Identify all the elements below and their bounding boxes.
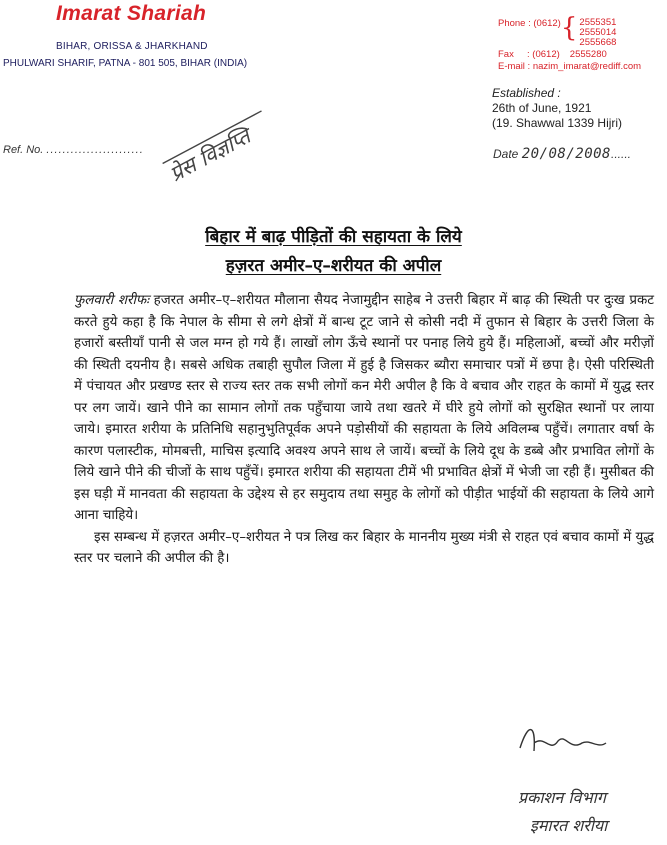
phone-number: 2555014 xyxy=(579,27,617,38)
signature-dept: प्रकाशन विभाग xyxy=(518,788,606,807)
headline-line-2: हज़रत अमीर–ए–शरीयत की अपील xyxy=(225,256,442,276)
phone-number: 2555668 xyxy=(579,37,617,48)
handwritten-signature xyxy=(520,730,606,751)
established-label: Established : xyxy=(492,86,561,100)
press-release-stamp xyxy=(155,95,285,190)
date-value: 20/08/2008 xyxy=(521,146,611,162)
stamp-text: प्रेस विज्ञप्ति xyxy=(165,124,255,187)
established-date: 26th of June, 1921 xyxy=(492,101,592,115)
signature-org: इमारत शरीया xyxy=(530,816,608,835)
org-name: Imarat Shariah xyxy=(56,2,207,25)
paragraph-2: इस सम्बन्ध में हज़रत अमीर–ए–शरीयत ने पत्र लिख कर बिहार के माननीय मुख्य मंत्री से राहत एवं बचाव कामों में युद्ध स्तर पर चलाने की अपील की है। xyxy=(74,529,654,566)
dateline: फुलवारी शरीफः xyxy=(74,293,149,308)
phone-list xyxy=(579,18,616,48)
ref-number xyxy=(3,144,144,156)
date-line xyxy=(493,146,631,162)
brace-glyph: { xyxy=(560,13,578,43)
fax-row xyxy=(498,49,641,60)
paragraph-1-text: हजरत अमीर–ए–शरीयत मौलाना सैयद नेजामुद्दीन साहेब ने उत्तरी बिहार में बाढ़ की स्थिती पर दुःख प्रकट करते हुये कहा है कि नेपाल के सीमा से लगे क्षेत्रों में बान्ध टूट जाने से कोसी नदी में तुफान से बिहार के उत्तरी जिला के हजारों बस्तीयाँ पानी से जल मग्न हो गये हैं। लाखों लोग ऊँचे स्थानों पर पनाह लिये हुये हैं। महिलाओं, बच्चों और मरीज़ों की स्थिती दयनीय है। सबसे अधिक तबाही सुपौल जिला में हुई है जिसकर ब्यौरा समाचार पत्रों में छपा है। ऐसी परिस्थिती में पंचायत और प्रखण्ड स्तर से राज्य स्तर तक सभी लोगों कन मेरी अपील है कि वे बचाव और राहत के कामों में युद्ध स्तर पर लग जायें। खाने पीने का सामान लोगों तक पहुँचाया जाये तथा खतरे में घीरे हुये लोगों को सुरक्षित स्थानों पर लाया जाये। इमारत शरीया के प्रतिनिधि सहानुभुतिपूर्वक अपने पड़ोसीयों की सहायता के लिये अविलम्ब पहुँचें। लगातार वर्षा के कारण पलास्टीक, मोमबत्ती, माचिस इत्यादि अवश्य अपने साथ ले जायें। बच्चों के लिये दूध के डब्बे और प्रभावित लोगों के लिये खाने पीने की चीजों के साथ पहुँचें। इमारत शरीया की सहायता टीमें भी प्रभावित क्षेत्रों में भेजी जा रही हैं। मुसीबत की इस घड़ी में मानवता की सहायता के उद्देश्य से हर समुदाय तथा समुह के लोगों को पीड़ीत भाईयों की सहायता के लिये आगे आना चाहिये। xyxy=(74,293,654,523)
paragraph-1 xyxy=(74,290,654,527)
fax-number: 2555280 xyxy=(569,49,607,60)
phone-number: 2555351 xyxy=(579,17,617,28)
org-address: PHULWARI SHARIF, PATNA - 801 505, BIHAR (INDIA) xyxy=(3,58,248,69)
phone-row xyxy=(498,13,641,48)
phone-label: Phone : (0612) xyxy=(498,18,561,29)
headline-line-1: बिहार में बाढ़ पीड़ितों की सहायता के लिये xyxy=(205,227,462,247)
letter-body xyxy=(74,290,654,570)
contact-block xyxy=(498,13,642,72)
date-dots: ...... xyxy=(611,147,632,161)
signature-block xyxy=(510,713,660,838)
date-label: Date xyxy=(493,147,519,161)
org-region: BIHAR, ORISSA & JHARKHAND xyxy=(56,41,208,52)
established-hijri: (19. Shawwal 1339 Hijri) xyxy=(492,116,623,130)
fax-label: Fax : (0612) xyxy=(498,49,560,60)
ref-dots: ........................ xyxy=(46,144,144,156)
email: E-mail : nazim_imarat@rediff.com xyxy=(498,61,642,72)
established-block xyxy=(492,86,622,131)
ref-label: Ref. No. xyxy=(3,144,44,156)
